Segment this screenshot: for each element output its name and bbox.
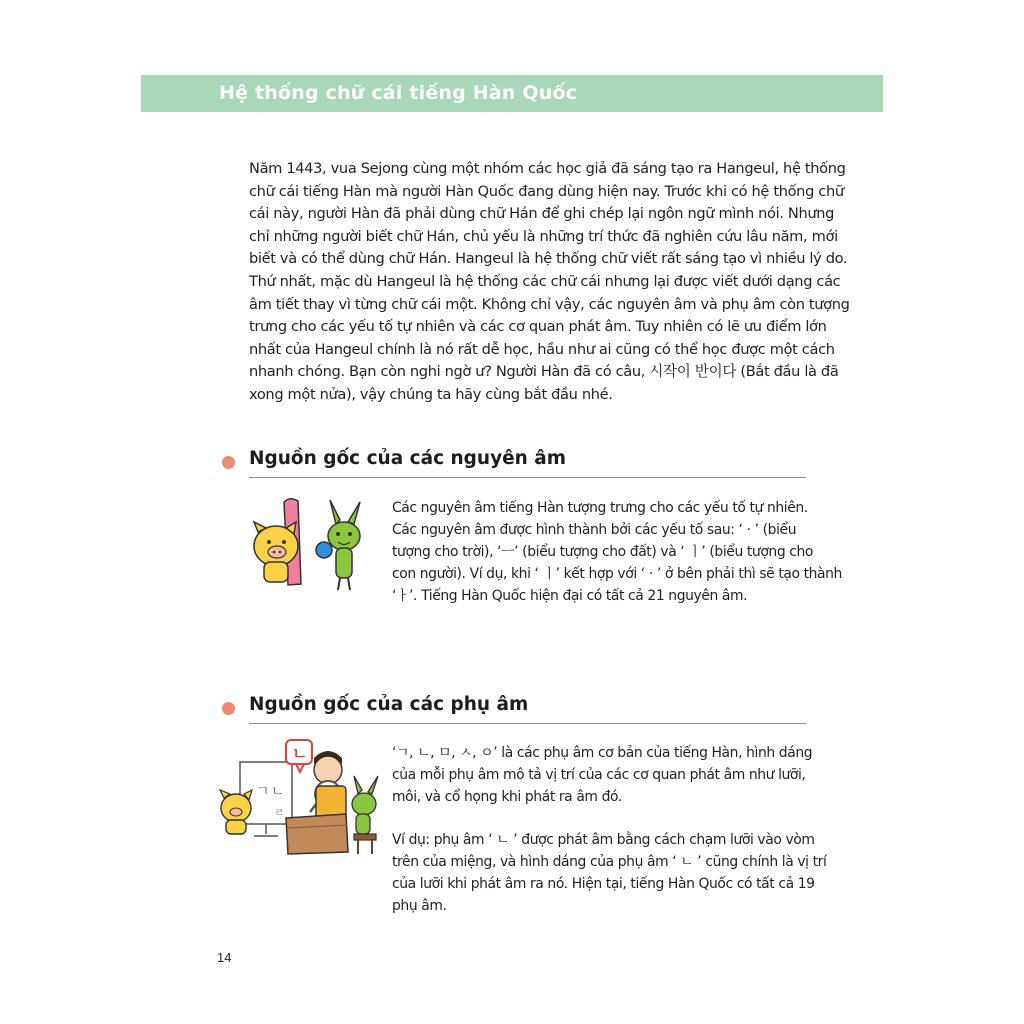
text-line: môi, và cổ họng khi phát ra âm đó.: [392, 789, 622, 805]
text-line: biết và có thể dùng chữ Hán. Hangeul là hệ thống chữ viết rất sáng tạo vì nhiều lý do.: [249, 250, 848, 268]
text-line: âm tiết thay vì từng chữ cái một. Không chỉ vậy, các nguyên âm và phụ âm còn tượng: [249, 295, 850, 313]
section-divider: [249, 723, 806, 724]
text-line: phụ âm.: [392, 898, 447, 914]
section-bullet-icon: [222, 456, 235, 469]
vowels-section-title: Nguồn gốc của các nguyên âm: [249, 448, 567, 469]
header-banner: [141, 75, 883, 112]
consonant-illustration: [216, 736, 384, 860]
text-line: Các nguyên âm được hình thành bởi các yếu tố sau: ‘ · ’ (biểu: [392, 522, 797, 538]
text-line: Thứ nhất, mặc dù Hangeul là hệ thống các chữ cái nhưng lại được viết dưới dạng các: [249, 272, 841, 290]
text-line: ‘ㄱ, ㄴ, ㅁ, ㅅ, ㅇ’ là các phụ âm cơ bản của tiếng Hàn, hình dáng: [392, 745, 813, 761]
text-line: nhất của Hangeul chính là nó rất dễ học, hầu như ai cũng có thể học được một cách: [249, 340, 835, 358]
desk-icon: [286, 814, 348, 854]
section-bullet-icon: [222, 702, 235, 715]
text-line: trưng cho các yếu tố tự nhiên và các cơ quan phát âm. Tuy nhiên có lẽ ưu điểm lớn: [249, 318, 827, 336]
text-line: ‘ㅏ’. Tiếng Hàn Quốc hiện đại có tất cả 21 nguyên âm.: [392, 588, 748, 604]
text-line: của lưỡi khi phát âm ra nó. Hiện tại, tiếng Hàn Quốc có tất cả 19: [392, 876, 815, 892]
text-line: chữ cái tiếng Hàn mà người Hàn Quốc đang dùng hiện nay. Trước khi có hệ thống chữ: [249, 182, 844, 200]
text-line: cái này, người Hàn đã phải dùng chữ Hán để ghi chép lại ngôn ngữ mình nói. Nhưng: [249, 205, 835, 223]
text-line: chỉ những người biết chữ Hán, chủ yếu là những trí thức đã nghiên cứu lâu năm, mới: [249, 227, 838, 245]
text-line: Ví dụ: phụ âm ‘ ㄴ ’ được phát âm bằng cách chạm lưỡi vào vòm: [392, 832, 815, 848]
board-letter: ㄹ: [274, 806, 285, 819]
intro-paragraph: [249, 158, 850, 407]
consonants-paragraph-1: [392, 742, 812, 808]
section-divider: [249, 477, 806, 478]
page-number: 14: [217, 950, 232, 965]
text-line: Năm 1443, vua Sejong cùng một nhóm các học giả đã sáng tạo ra Hangeul, hệ thống: [249, 160, 846, 177]
consonants-section-title: Nguồn gốc của các phụ âm: [249, 694, 529, 715]
vowel-illustration: [244, 494, 384, 594]
text-line: xong một nửa), vậy chúng ta hãy cùng bắt đầu nhé.: [249, 385, 613, 403]
rabbit-character-icon: [316, 500, 360, 590]
vowels-paragraph: [392, 497, 842, 607]
board-letter: ㄱ: [256, 784, 270, 800]
page-title: Hệ thống chữ cái tiếng Hàn Quốc: [219, 82, 578, 104]
text-line: tượng cho trời), ‘ㅡ’ (biểu tượng cho đất) và ‘ ㅣ’ (biểu tượng cho: [392, 544, 813, 560]
text-line: con người). Ví dụ, khi ‘ ㅣ’ kết hợp với ‘ · ’ ở bên phải thì sẽ tạo thành: [392, 566, 842, 582]
text-line: trên của miệng, và hình dáng của phụ âm ‘ ㄴ ’ cũng chính là vị trí: [392, 854, 827, 870]
consonants-section-heading: [222, 694, 806, 724]
text-line: của mỗi phụ âm mô tả vị trí của các cơ quan phát âm như lưỡi,: [392, 767, 806, 783]
teacher-character-icon: [310, 751, 346, 822]
speech-letter: ㄴ: [292, 744, 308, 763]
consonants-paragraph-2: [392, 829, 827, 917]
vowels-section-heading: [222, 448, 806, 478]
text-line: nhanh chóng. Bạn còn nghi ngờ ư? Người Hàn đã có câu, 시작이 반이다 (Bắt đầu là đã: [249, 363, 839, 381]
rabbit-character-icon: [352, 776, 378, 854]
pig-character-icon: [220, 790, 252, 834]
board-letter: ㄴ: [271, 784, 285, 800]
text-line: Các nguyên âm tiếng Hàn tượng trưng cho các yếu tố tự nhiên.: [392, 500, 808, 516]
